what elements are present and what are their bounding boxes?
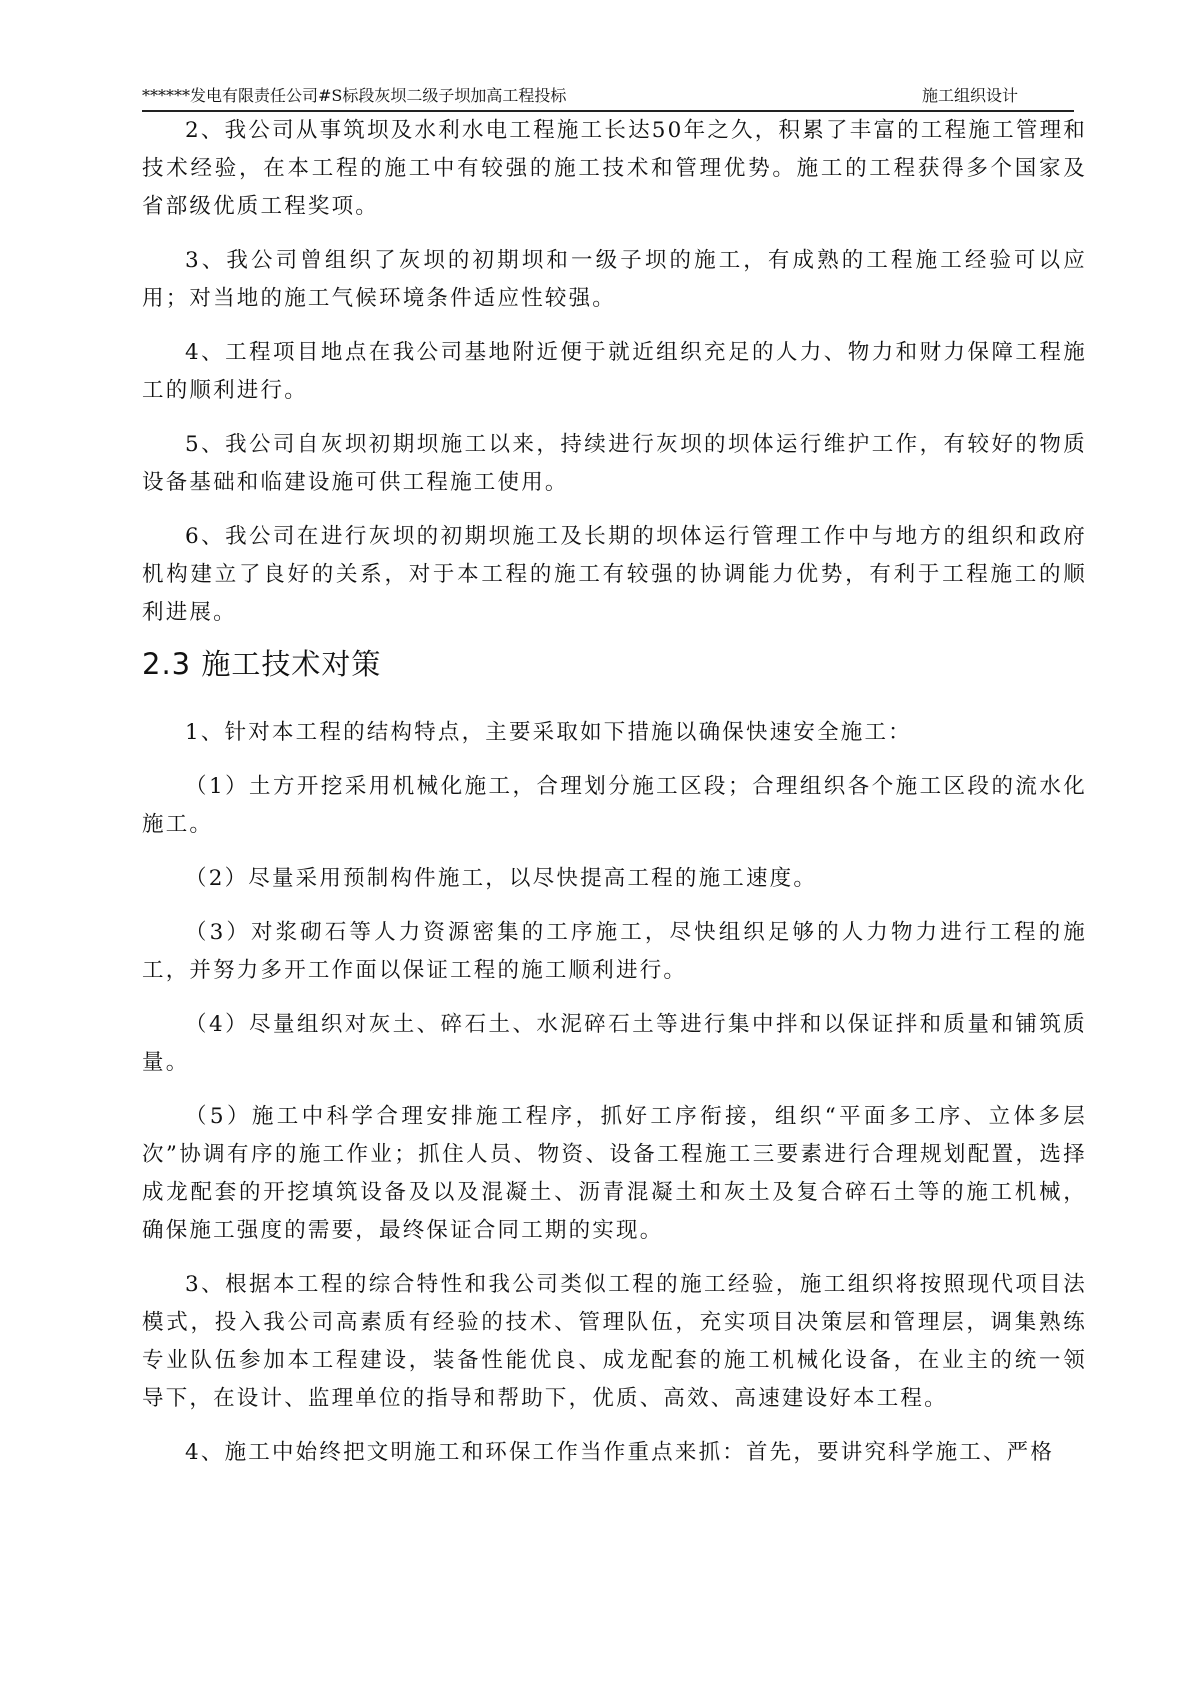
paragraph-location: 4、工程项目地点在我公司基地附近便于就近组织充足的人力、物力和财力保障工程施工的顺利进行。 bbox=[142, 340, 1087, 403]
page-header bbox=[142, 84, 1074, 112]
paragraph-measure-5: （5）施工中科学合理安排施工程序，抓好工序衔接，组织“平面多工序、立体多层次”协调有序的施工作业；抓住人员、物资、设备工程施工三要素进行合理规划配置，选择成龙配套的开挖填筑设备及以及混凝土、沥青混凝土和灰土及复合碎石土等的施工机械，确保施工强度的需要，最终保证合同工期的实现。 bbox=[142, 1104, 1087, 1243]
header-project-title: ******发电有限责任公司#S标段灰坝二级子坝加高工程投标 bbox=[142, 86, 567, 105]
paragraph-measures-intro: 1、针对本工程的结构特点，主要采取如下措施以确保快速安全施工： bbox=[185, 720, 912, 745]
section-heading: 2.3 施工技术对策 bbox=[142, 647, 382, 681]
paragraph-measure-1: （1）土方开挖采用机械化施工，合理划分施工区段；合理组织各个施工区段的流水化施工。 bbox=[142, 774, 1087, 837]
paragraph-maintenance: 5、我公司自灰坝初期坝施工以来，持续进行灰坝的坝体运行维护工作，有较好的物质设备基础和临建设施可供工程施工使用。 bbox=[142, 432, 1087, 495]
paragraph-measure-4: （4）尽量组织对灰土、碎石土、水泥碎石土等进行集中拌和以保证拌和质量和铺筑质量。 bbox=[142, 1012, 1087, 1075]
paragraph-relations: 6、我公司在进行灰坝的初期坝施工及长期的坝体运行管理工作中与地方的组织和政府机构建立了良好的关系，对于本工程的施工有较强的协调能力优势，有利于工程施工的顺利进展。 bbox=[142, 524, 1087, 625]
paragraph-measure-3: （3）对浆砌石等人力资源密集的工序施工，尽快组织足够的人力物力进行工程的施工，并努力多开工作面以保证工程的施工顺利进行。 bbox=[142, 920, 1087, 983]
header-document-type: 施工组织设计 bbox=[922, 86, 1019, 105]
page-body bbox=[142, 112, 1087, 1472]
paragraph-organization: 3、根据本工程的综合特性和我公司类似工程的施工经验，施工组织将按照现代项目法模式，投入我公司高素质有经验的技术、管理队伍，充实项目决策层和管理层，调集熟练专业队伍参加本工程建设，装备性能优良、成龙配套的施工机械化设备，在业主的统一领导下，在设计、监理单位的指导和帮助下，优质、高效、高速建设好本工程。 bbox=[142, 1272, 1087, 1411]
paragraph-experience: 2、我公司从事筑坝及水利水电工程施工长达50年之久，积累了丰富的工程施工管理和技术经验，在本工程的施工中有较强的施工技术和管理优势。施工的工程获得多个国家及省部级优质工程奖项。 bbox=[142, 118, 1087, 219]
paragraph-initial-dam: 3、我公司曾组织了灰坝的初期坝和一级子坝的施工，有成熟的工程施工经验可以应用；对当地的施工气候环境条件适应性较强。 bbox=[142, 248, 1087, 311]
paragraph-measure-2: （2）尽量采用预制构件施工，以尽快提高工程的施工速度。 bbox=[185, 866, 818, 891]
paragraph-civilized-construction: 4、施工中始终把文明施工和环保工作当作重点来抓：首先，要讲究科学施工、严格 bbox=[185, 1440, 1055, 1465]
